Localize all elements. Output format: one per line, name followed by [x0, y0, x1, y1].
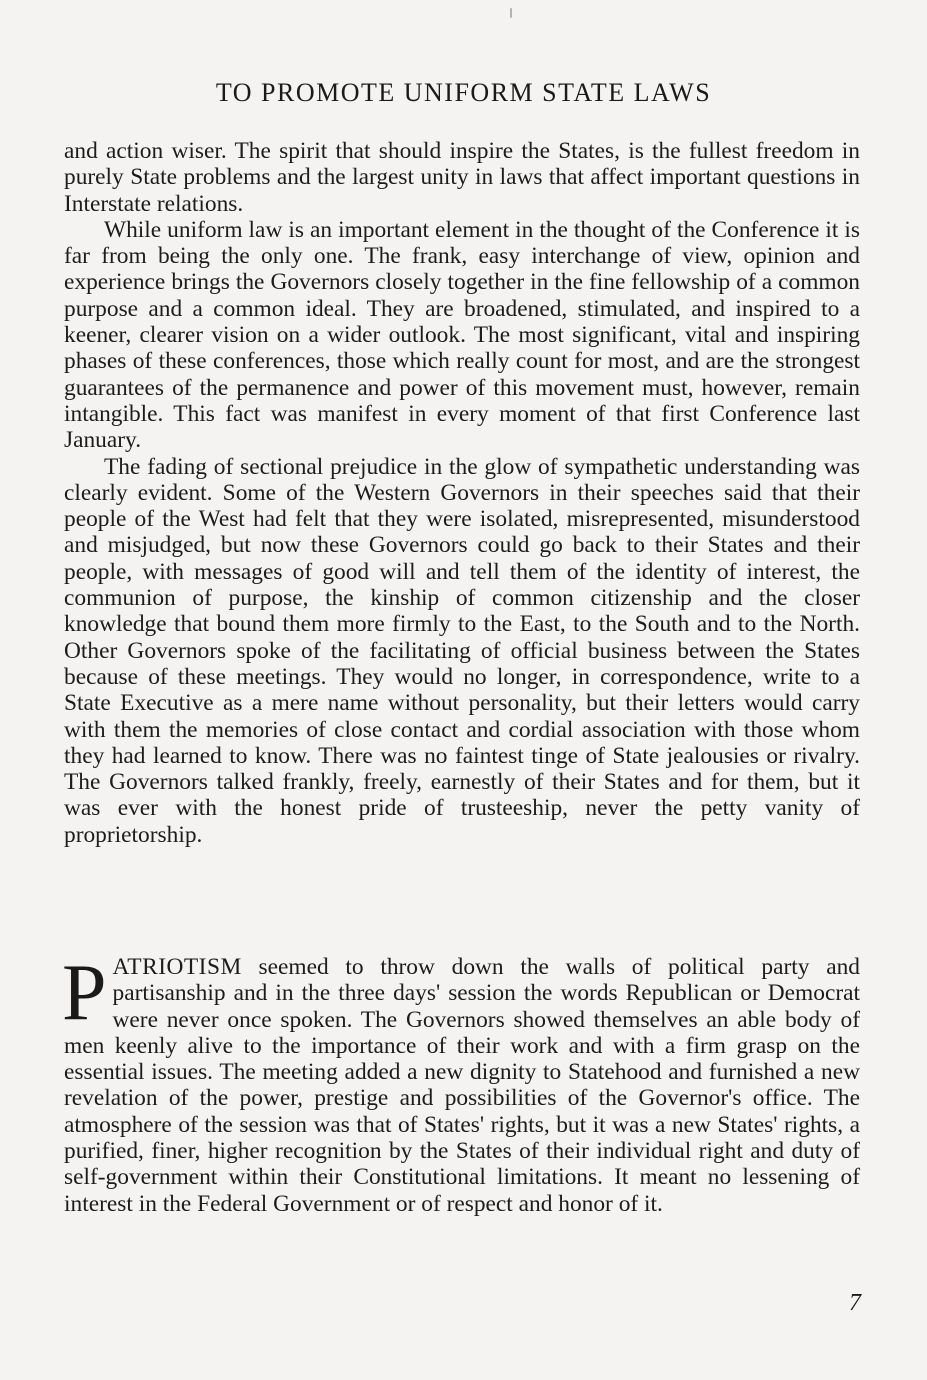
paragraph-continued: and action wiser. The spirit that should inspire the States, is the fullest freedom in purely State problems and the largest unity in laws that affect important questions in Interstate relations. [64, 138, 860, 217]
paragraph-patriotism-text: seemed to throw down the walls of political party and partisanship and in the three days' session the words Republican or Democrat were never once spoken. The Governors showed themselves an able body of men keenly alive to the importance of their work and with a firm grasp on the essential issues. The meeting added a new dignity to Statehood and furnished a new revelation of the power, prestige and possibilities of the Governor's office. The atmosphere of the session was that of States' rights, but it was a new States' rights, a purified, finer, higher recognition by the States of their individual right and duty of self-government within their Constitutional limitations. It meant no lessening of interest in the Federal Government or of respect and honor of it. [64, 954, 860, 1217]
paragraph-patriotism [62, 949, 860, 1217]
lead-in-caps: ATRIOTISM [112, 954, 242, 980]
drop-cap-letter: P [62, 949, 107, 1037]
running-head: TO PROMOTE UNIFORM STATE LAWS [215, 78, 712, 107]
paragraph-conference: While uniform law is an important element in the thought of the Conference it is far from being the only one. The frank, easy interchange of view, opinion and experience brings the Governors closely together in the fine fellowship of a common purpose and a common ideal. They are broadened, stimulated, and inspired to a keener, clearer vision on a wider outlook. The most significant, vital and inspiring phases of these conferences, those which really count for most, and are the strongest guarantees of the permanence and power of this movement must, however, remain intangible. This fact was manifest in every moment of that first Conference last January. [64, 216, 860, 454]
body-text [64, 138, 860, 848]
paper-speck [510, 8, 512, 18]
paragraph-sectional-prejudice: The fading of sectional prejudice in the glow of sympathetic understanding was clearly evident. Some of the Western Governors in their speeches said that their people of the West had felt that they were isolated, misrepresented, misunderstood and misjudged, but now these Governors could go back to their States and their people, with messages of good will and tell them of the identity of interest, the communion of purpose, the kinship of common citizenship and the closer knowledge that bound them more firmly to the East, to the South and to the North. Other Governors spoke of the facilitating of official business between the States because of these meetings. They would no longer, in correspondence, write to a State Executive as a mere name without personality, but their letters would carry with them the memories of close contact and cordial association with those whom they had learned to know. There was no faintest tinge of State jealousies or rivalry. The Governors talked frankly, freely, earnestly of their States and for them, but it was ever with the honest pride of trusteeship, never the petty vanity of proprietorship. [64, 453, 860, 848]
patriotism-section [62, 949, 860, 1217]
page-number: 7 [849, 1290, 861, 1316]
